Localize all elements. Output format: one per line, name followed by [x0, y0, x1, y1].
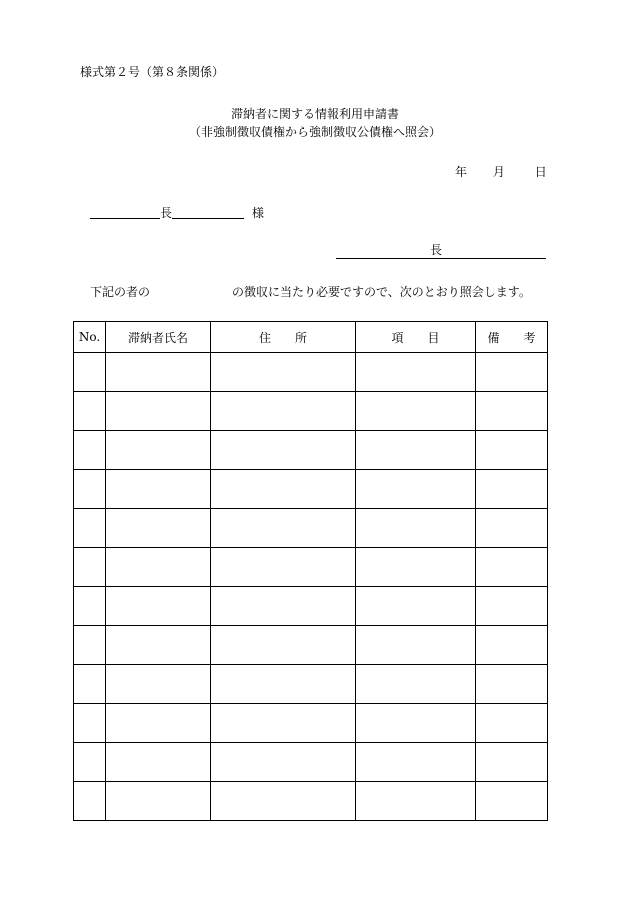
cell-no[interactable] — [74, 431, 106, 470]
addressee-sama: 様 — [252, 206, 265, 220]
cell-item[interactable] — [356, 626, 476, 665]
cell-no[interactable] — [74, 587, 106, 626]
request-statement — [90, 286, 531, 298]
cell-remarks[interactable] — [476, 431, 548, 470]
table-header-row — [74, 322, 548, 353]
cell-name[interactable] — [106, 548, 211, 587]
cell-address[interactable] — [211, 548, 356, 587]
table-row — [74, 392, 548, 431]
cell-remarks[interactable] — [476, 704, 548, 743]
cell-no[interactable] — [74, 392, 106, 431]
cell-address[interactable] — [211, 470, 356, 509]
cell-address[interactable] — [211, 509, 356, 548]
cell-name[interactable] — [106, 431, 211, 470]
document-subtitle: （非強制徴収債権から強制徴収公債権へ照会） — [188, 125, 441, 139]
cell-no[interactable] — [74, 704, 106, 743]
form-number: 様式第２号（第８条関係） — [80, 65, 225, 79]
date-day-label: 日 — [534, 165, 547, 179]
statement-after: の徴収に当たり必要ですので、次のとおり照会します。 — [232, 285, 531, 299]
cell-name[interactable] — [106, 782, 211, 821]
table-row — [74, 626, 548, 665]
cell-address[interactable] — [211, 665, 356, 704]
cell-item[interactable] — [356, 743, 476, 782]
table-row — [74, 470, 548, 509]
cell-name[interactable] — [106, 353, 211, 392]
table-row — [74, 587, 548, 626]
date-month-label: 月 — [492, 165, 505, 179]
cell-remarks[interactable] — [476, 587, 548, 626]
addressee-cho: 長 — [160, 206, 173, 220]
delinquent-table — [73, 321, 548, 821]
cell-address[interactable] — [211, 353, 356, 392]
cell-address[interactable] — [211, 431, 356, 470]
cell-no[interactable] — [74, 470, 106, 509]
document-title: 滞納者に関する情報利用申請書 — [230, 107, 399, 121]
cell-item[interactable] — [356, 470, 476, 509]
table-row — [74, 509, 548, 548]
cell-remarks[interactable] — [476, 353, 548, 392]
cell-no[interactable] — [74, 626, 106, 665]
cell-remarks[interactable] — [476, 665, 548, 704]
cell-name[interactable] — [106, 587, 211, 626]
cell-name[interactable] — [106, 509, 211, 548]
header-address: 住 所 — [211, 322, 356, 353]
cell-name[interactable] — [106, 470, 211, 509]
sender-cho: 長 — [430, 243, 443, 257]
cell-no[interactable] — [74, 353, 106, 392]
date-line — [455, 166, 547, 178]
table-row — [74, 548, 548, 587]
cell-item[interactable] — [356, 704, 476, 743]
cell-no[interactable] — [74, 782, 106, 821]
cell-address[interactable] — [211, 587, 356, 626]
cell-item[interactable] — [356, 665, 476, 704]
cell-address[interactable] — [211, 782, 356, 821]
cell-no[interactable] — [74, 665, 106, 704]
table-row — [74, 704, 548, 743]
addressee-blank[interactable] — [90, 205, 160, 219]
cell-item[interactable] — [356, 587, 476, 626]
addressee-line — [90, 205, 264, 219]
cell-item[interactable] — [356, 392, 476, 431]
cell-name[interactable] — [106, 743, 211, 782]
cell-remarks[interactable] — [476, 782, 548, 821]
cell-name[interactable] — [106, 392, 211, 431]
cell-name[interactable] — [106, 626, 211, 665]
sender-line[interactable] — [336, 244, 546, 259]
table-row — [74, 353, 548, 392]
cell-address[interactable] — [211, 743, 356, 782]
cell-item[interactable] — [356, 782, 476, 821]
cell-remarks[interactable] — [476, 470, 548, 509]
cell-remarks[interactable] — [476, 548, 548, 587]
cell-address[interactable] — [211, 704, 356, 743]
cell-remarks[interactable] — [476, 392, 548, 431]
table-body — [74, 353, 548, 821]
cell-item[interactable] — [356, 431, 476, 470]
header-name: 滞納者氏名 — [106, 322, 211, 353]
cell-remarks[interactable] — [476, 626, 548, 665]
table-row — [74, 431, 548, 470]
cell-no[interactable] — [74, 509, 106, 548]
cell-item[interactable] — [356, 548, 476, 587]
cell-remarks[interactable] — [476, 509, 548, 548]
cell-remarks[interactable] — [476, 743, 548, 782]
cell-address[interactable] — [211, 392, 356, 431]
cell-name[interactable] — [106, 665, 211, 704]
table-row — [74, 743, 548, 782]
cell-no[interactable] — [74, 743, 106, 782]
addressee-name-blank[interactable] — [172, 205, 244, 219]
cell-address[interactable] — [211, 626, 356, 665]
header-no: No. — [74, 322, 106, 353]
table-row — [74, 665, 548, 704]
cell-item[interactable] — [356, 353, 476, 392]
statement-before: 下記の者の — [90, 285, 151, 299]
date-year-label: 年 — [455, 165, 468, 179]
header-remarks: 備 考 — [476, 322, 548, 353]
header-item: 項 目 — [356, 322, 476, 353]
cell-name[interactable] — [106, 704, 211, 743]
table-row — [74, 782, 548, 821]
cell-item[interactable] — [356, 509, 476, 548]
cell-no[interactable] — [74, 548, 106, 587]
